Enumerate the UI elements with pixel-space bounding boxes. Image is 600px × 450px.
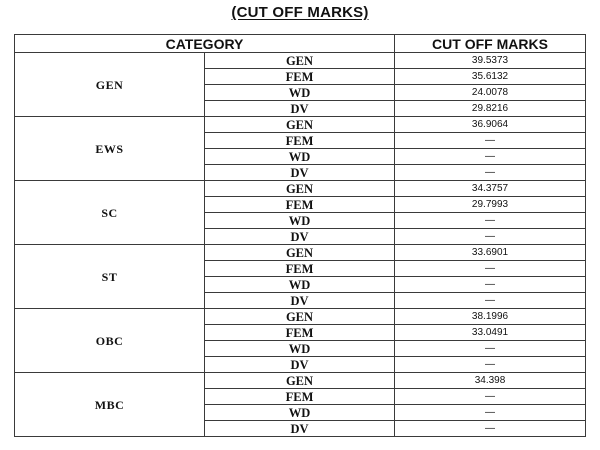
subcategory-cell: FEM [205, 133, 395, 149]
subcategory-cell: WD [205, 149, 395, 165]
cut-off-mark-cell: — [395, 389, 586, 405]
subcategory-cell: FEM [205, 69, 395, 85]
page-title-text: (CUT OFF MARKS) [231, 4, 369, 21]
subcategory-cell: WD [205, 277, 395, 293]
cut-off-mark-cell: — [395, 213, 586, 229]
page-title [0, 4, 600, 21]
subcategory-cell: DV [205, 165, 395, 181]
cut-off-mark-cell: 34.398 [395, 373, 586, 389]
cut-off-mark-cell: 39.5373 [395, 53, 586, 69]
cut-off-mark-cell: — [395, 293, 586, 309]
subcategory-cell: WD [205, 341, 395, 357]
header-cut-off-marks: CUT OFF MARKS [395, 35, 586, 53]
cut-off-mark-cell: — [395, 261, 586, 277]
category-cell: GEN [15, 53, 205, 117]
cut-off-mark-cell: — [395, 149, 586, 165]
cut-off-mark-cell: — [395, 341, 586, 357]
table-row [15, 373, 586, 389]
category-cell: SC [15, 181, 205, 245]
cut-off-marks-table [14, 34, 586, 437]
subcategory-cell: DV [205, 101, 395, 117]
subcategory-cell: WD [205, 405, 395, 421]
table-row [15, 181, 586, 197]
category-cell: OBC [15, 309, 205, 373]
cut-off-mark-cell: — [395, 421, 586, 437]
cut-off-mark-cell: 33.0491 [395, 325, 586, 341]
header-category: CATEGORY [15, 35, 395, 53]
table-row [15, 53, 586, 69]
subcategory-cell: DV [205, 421, 395, 437]
cut-off-mark-cell: — [395, 229, 586, 245]
cut-off-mark-cell: 29.8216 [395, 101, 586, 117]
cut-off-mark-cell: 35.6132 [395, 69, 586, 85]
category-cell: ST [15, 245, 205, 309]
table-row [15, 245, 586, 261]
table-row [15, 117, 586, 133]
table-header-row [15, 35, 586, 53]
subcategory-cell: DV [205, 229, 395, 245]
subcategory-cell: WD [205, 213, 395, 229]
subcategory-cell: FEM [205, 389, 395, 405]
subcategory-cell: FEM [205, 197, 395, 213]
table-body [15, 53, 586, 437]
subcategory-cell: GEN [205, 53, 395, 69]
cut-off-mark-cell: — [395, 277, 586, 293]
cut-off-mark-cell: — [395, 133, 586, 149]
cut-off-mark-cell: 29.7993 [395, 197, 586, 213]
cut-off-mark-cell: 34.3757 [395, 181, 586, 197]
subcategory-cell: GEN [205, 117, 395, 133]
subcategory-cell: GEN [205, 309, 395, 325]
category-cell: EWS [15, 117, 205, 181]
subcategory-cell: GEN [205, 245, 395, 261]
cut-off-mark-cell: 33.6901 [395, 245, 586, 261]
cut-off-mark-cell: — [395, 405, 586, 421]
category-cell: MBC [15, 373, 205, 437]
cut-off-mark-cell: 38.1996 [395, 309, 586, 325]
subcategory-cell: WD [205, 85, 395, 101]
cut-off-mark-cell: 36.9064 [395, 117, 586, 133]
subcategory-cell: DV [205, 357, 395, 373]
cut-off-mark-cell: 24.0078 [395, 85, 586, 101]
cut-off-mark-cell: — [395, 357, 586, 373]
subcategory-cell: FEM [205, 325, 395, 341]
subcategory-cell: GEN [205, 373, 395, 389]
subcategory-cell: DV [205, 293, 395, 309]
subcategory-cell: GEN [205, 181, 395, 197]
table-row [15, 309, 586, 325]
subcategory-cell: FEM [205, 261, 395, 277]
cut-off-mark-cell: — [395, 165, 586, 181]
